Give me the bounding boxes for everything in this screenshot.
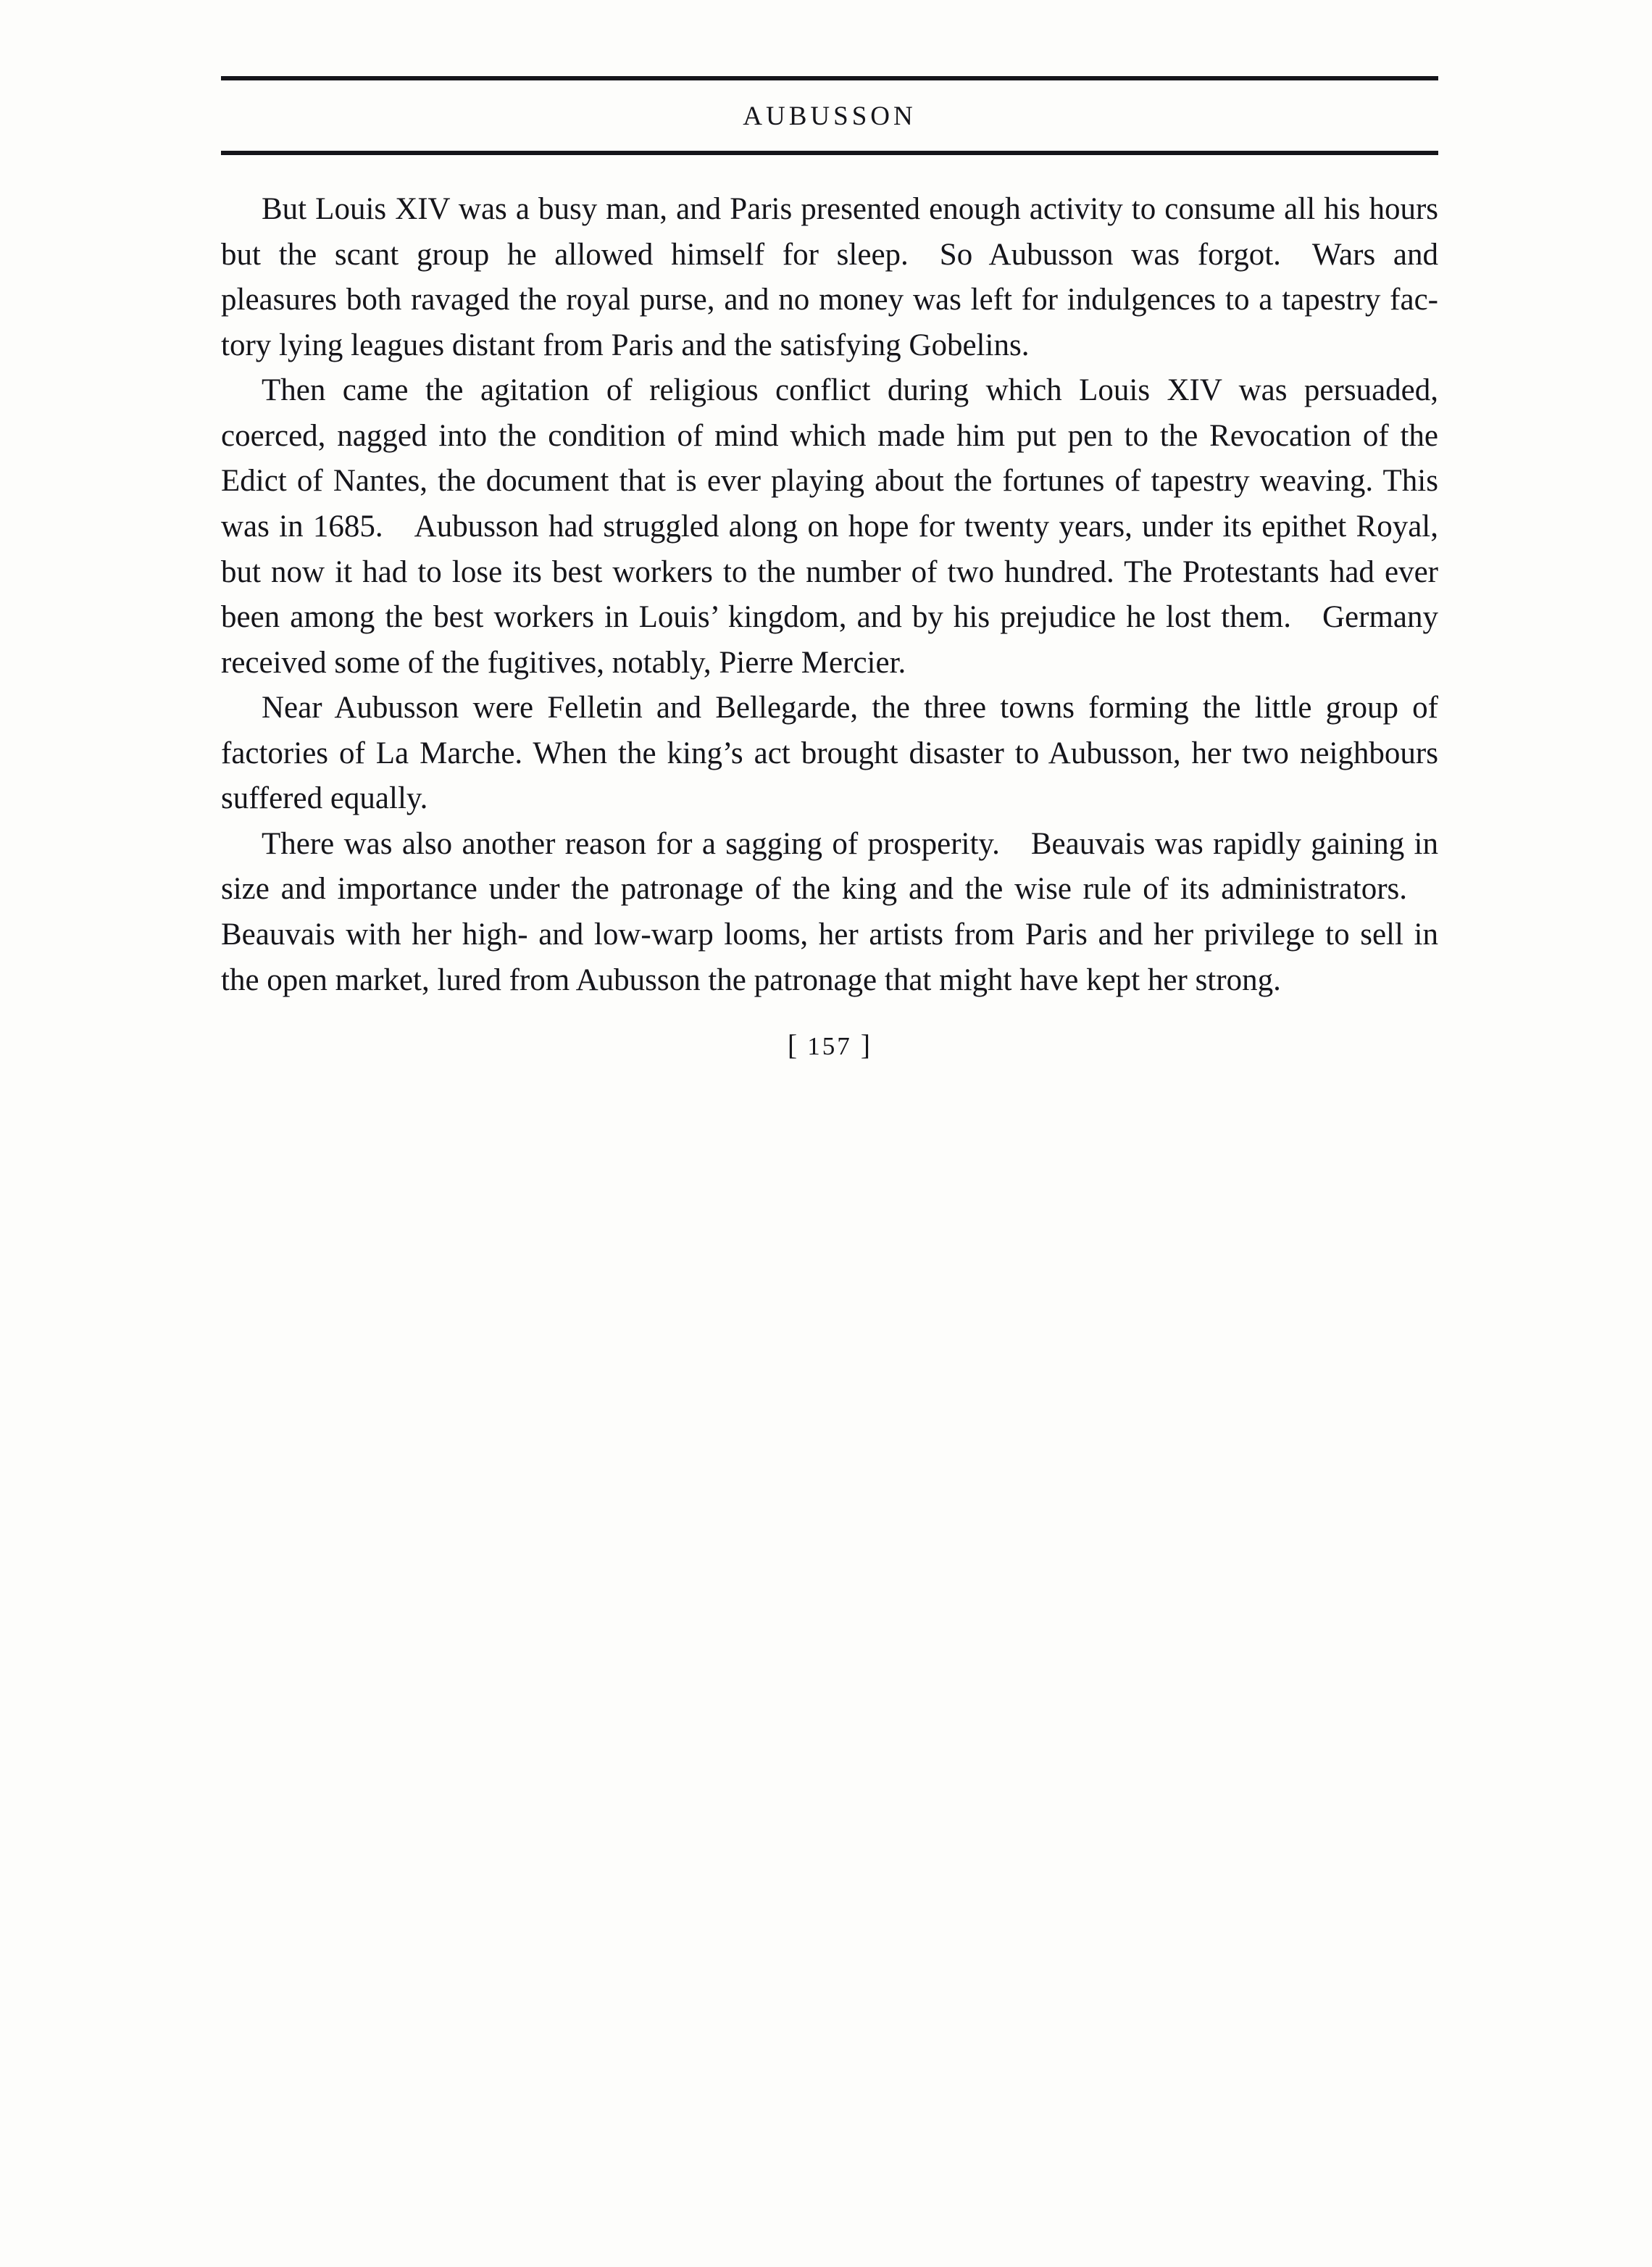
paragraph: Near Aubusson were Felletin and Bellegarde, the three towns forming the little group of factories of La Marche. When the king’s act brought disaster to Aubusson, her two neighbours suffered equally. (221, 691, 1438, 816)
header-rule-bottom (221, 151, 1438, 155)
page-content (221, 76, 1438, 1062)
paragraph: There was also another reason for a sagging of prosperity. Beauvais was rapidly gaining in size and importance under the patronage of the king and the wise rule of its administrators. Beauvais with her high- and low-warp looms, her artists from Paris and her privilege to sell in the open market, lured from Aubusson the patronage that might have kept her strong. (221, 826, 1438, 997)
paragraph: But Louis XIV was a busy man, and Paris presented enough activity to consume all his hours but the scant group he allowed himself for sleep. So Aubusson was forgot. Wars and pleasures both ravaged the royal purse, and no money was left for indulgences to a tapestry factory lying leagues distant from Paris and the satisfying Gobelins. (221, 192, 1438, 362)
folio-open-bracket: [ (787, 1028, 799, 1062)
paragraph: Then came the agitation of religious conflict during which Louis XIV was persuaded, coerced, nagged into the condition of mind which made him put pen to the Revocation of the Edict of Nantes, the document that is ever playing about the fortunes of tapestry weaving. This was in 1685. Aubusson had struggled along on hope for twenty years, under its epithet Royal, but now it had to lose its best workers to the number of two hundred. The Protestants had ever been among the best workers in Louis’ kingdom, and by his prejudice he lost them. Germany received some of the fugitives, notably, Pierre Mercier. (221, 373, 1438, 680)
body-text (221, 187, 1438, 1003)
running-head: AUBUSSON (743, 101, 917, 131)
folio-close-bracket: ] (860, 1028, 872, 1062)
page-number (221, 1028, 1438, 1062)
folio-number: 157 (807, 1032, 852, 1061)
